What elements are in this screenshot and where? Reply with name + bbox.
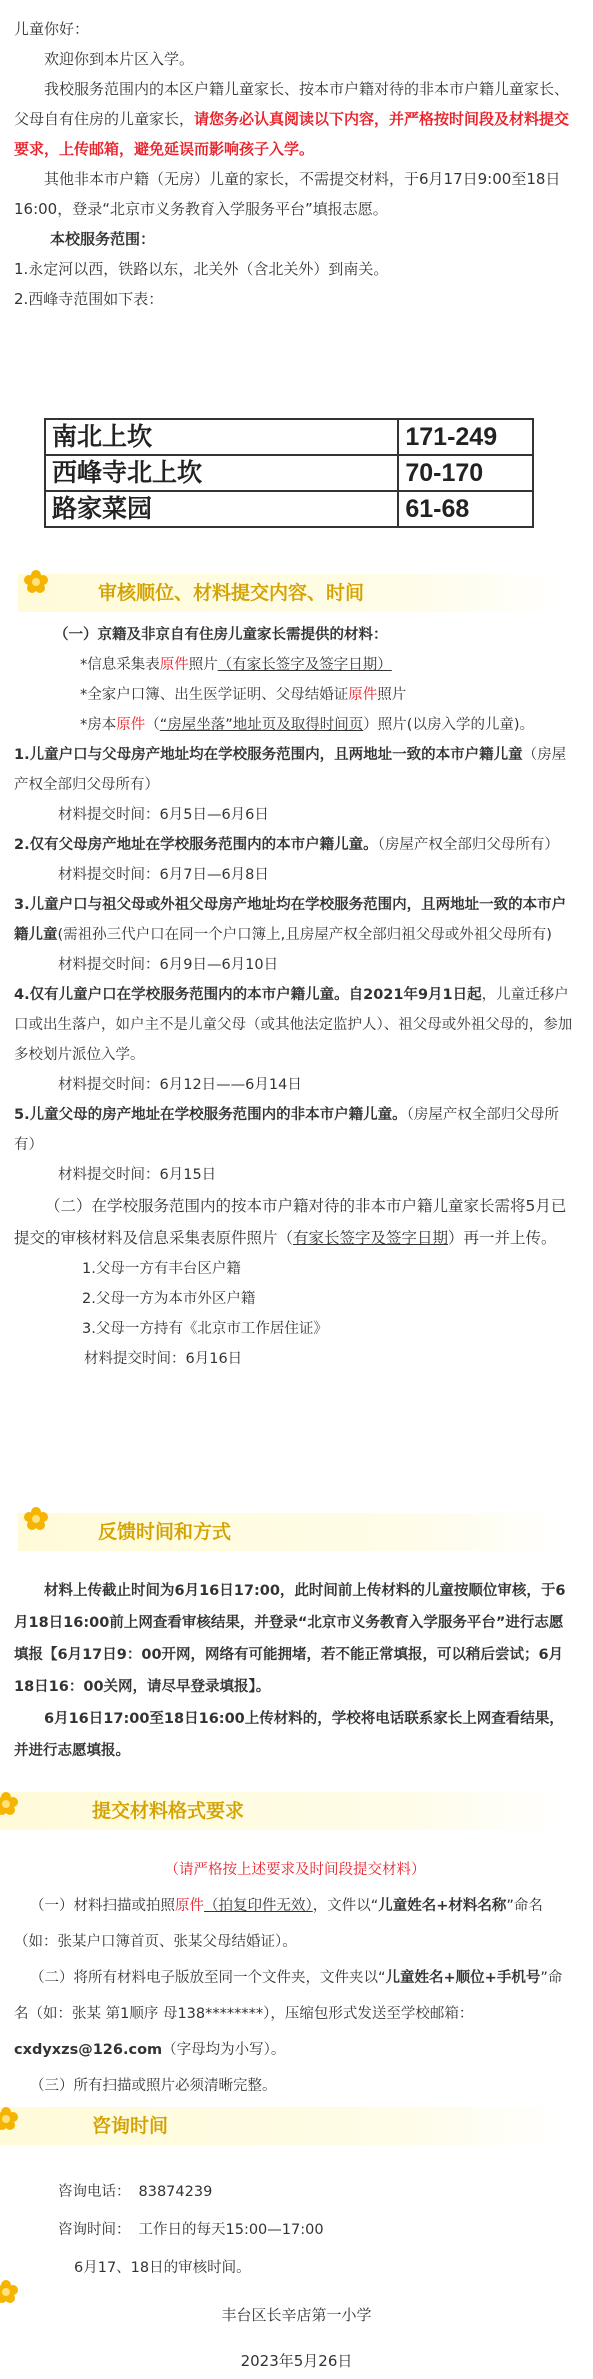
scope-title: 本校服务范围： — [50, 230, 156, 248]
submit-time: 材料提交时间：6月9日—6月10日 — [58, 957, 279, 973]
scope-item-2: 2.西峰寺范围如下表： — [14, 290, 164, 308]
table-row — [45, 419, 533, 455]
flower-icon — [22, 1505, 50, 1533]
order-item-1: 1.儿童户口与父母房产地址均在学校服务范围内，且两地址一致的本市户籍儿童（房屋产权全部归父母所有） — [14, 747, 567, 793]
order-item-3: 3.儿童户口与祖父母或外祖父母房产地址均在学校服务范围内，且两地址一致的本市户籍儿童(需祖孙三代户口在同一个户口簿上,且房屋产权全部归祖父母或外祖父母所有) — [14, 897, 567, 943]
order-item-4: 4.仅有儿童户口在学校服务范围内的本市户籍儿童。自2021年9月1日起，儿童迁移户口或出生落户，如户主不是儿童父母（或其他法定监护人）、祖父母或外祖父母的，参加多校划片派位入学。 — [14, 987, 573, 1063]
range-number-cell: 61-68 — [398, 491, 533, 527]
range-table — [44, 418, 534, 528]
school-email: cxdyxzs@126.com — [14, 2042, 163, 2058]
submit-time: 材料提交时间：6月16日 — [84, 1351, 243, 1367]
section-header-format — [0, 1792, 566, 1830]
range-number-cell: 70-170 — [398, 455, 533, 491]
range-name-cell: 南北上坎 — [45, 419, 398, 455]
material-item: *房本原件（“房屋坐落”地址页及取得时间页）照片(以房入学的儿童)。 — [80, 717, 535, 733]
review-heading-1: （一）京籍及非京自有住房儿童家长需提供的材料： — [54, 627, 388, 643]
scope-item-1: 1.永定河以西，铁路以东，北关外（含北关外）到南关。 — [14, 260, 389, 278]
submit-time: 材料提交时间：6月12日——6月14日 — [58, 1077, 302, 1093]
section-title-feedback: 反馈时间和方式 — [98, 1521, 232, 1543]
intro-paragraph-2: 其他非本市户籍（无房）儿童的家长，不需提交材料，于6月17日9:00至18日16:00，登录“北京市义务教育入学服务平台”填报志愿。 — [14, 170, 561, 218]
flower-icon — [0, 2105, 20, 2133]
section-title-consult: 咨询时间 — [92, 2115, 169, 2137]
consult-time: 咨询时间： 工作日的每天15:00—17:00 — [58, 2222, 324, 2238]
range-name-cell: 西峰寺北上坎 — [45, 455, 398, 491]
table-row — [45, 491, 533, 527]
material-item: *全家户口簿、出生医学证明、父母结婚证原件照片 — [80, 687, 407, 703]
consult-dates: 6月17、18日的审核时间。 — [74, 2260, 251, 2276]
flower-icon — [22, 568, 50, 596]
notice-date: 2023年5月26日 — [240, 2352, 353, 2370]
range-name-cell: 路家菜园 — [45, 491, 398, 527]
consult-section — [14, 2173, 576, 2287]
important-notice: 请您务必认真阅读以下内容，并严格按时间段及材料提交要求，上传邮箱，避免延误而影响孩子入学。 — [14, 110, 570, 158]
range-number-cell: 171-249 — [398, 419, 533, 455]
submit-time: 材料提交时间：6月7日—6月8日 — [58, 867, 269, 883]
household-item: 1.父母一方有丰台区户籍 — [82, 1261, 241, 1277]
school-name: 丰台区长辛店第一小学 — [221, 2306, 372, 2324]
intro-paragraph-1: 我校服务范围内的本区户籍儿童家长、按本市户籍对待的非本市户籍儿童家长、父母自有住房的儿童家长，请您务必认真阅读以下内容，并严格按时间段及材料提交要求，上传邮箱，避免延误而影响孩子入学。 — [14, 80, 570, 158]
submit-time: 材料提交时间：6月15日 — [58, 1167, 217, 1183]
section-title-format: 提交材料格式要求 — [92, 1800, 245, 1822]
format-section — [14, 1852, 576, 2104]
format-rule-3: （三）所有扫描或照片必须清晰完整。 — [30, 2078, 277, 2094]
feedback-paragraph-1: 材料上传截止时间为6月16日17:00，此时间前上传材料的儿童按顺位审核，于6月18日16:00前上网查看审核结果，并登录“北京市义务教育入学服务平台”进行志愿填报【6月17日9：00开网，网络有可能拥堵，若不能正常填报，可以稍后尝试；6月18日16：00关网，请尽早登录填报】。 — [14, 1583, 566, 1695]
format-note: （请严格按上述要求及时间段提交材料） — [164, 1862, 426, 1878]
format-rule-1: （一）材料扫描或拍照原件（拍复印件无效），文件以“儿童姓名+材料名称”命名（如：张某户口簿首页、张某父母结婚证）。 — [14, 1898, 543, 1950]
section-header-consult — [0, 2107, 566, 2145]
format-rule-2: （二）将所有材料电子版放至同一个文件夹，文件夹以“儿童姓名+顺位+手机号”命名（如：张某 第1顺序 母138********），压缩包形式发送至学校邮箱：cxdyxzs@126.com（字母均为小写）。 — [14, 1970, 563, 2058]
table-row — [45, 455, 533, 491]
intro-section — [14, 14, 576, 314]
feedback-section — [14, 1575, 576, 1767]
section-title-review: 审核顺位、材料提交内容、时间 — [98, 582, 365, 604]
household-item: 2.父母一方为本市外区户籍 — [82, 1291, 256, 1307]
order-item-5: 5.儿童父母的房产地址在学校服务范围内的非本市户籍儿童。（房屋产权全部归父母所有） — [14, 1107, 559, 1153]
flower-icon — [0, 1790, 20, 1818]
material-item: *信息采集表原件照片（有家长签字及签字日期） — [80, 657, 392, 673]
greeting: 儿童你好： — [14, 20, 90, 38]
household-item: 3.父母一方持有《北京市工作居住证》 — [82, 1321, 328, 1337]
consult-phone: 咨询电话： 83874239 — [58, 2184, 213, 2200]
submit-time: 材料提交时间：6月5日—6月6日 — [58, 807, 269, 823]
welcome-text: 欢迎你到本片区入学。 — [44, 50, 195, 68]
review-section — [14, 620, 576, 1374]
review-heading-2: （二）在学校服务范围内的按本市户籍对待的非本市户籍儿童家长需将5月已提交的审核材料及信息采集表原件照片（有家长签字及签字日期）再一并上传。 — [14, 1197, 567, 1247]
feedback-paragraph-2: 6月16日17:00至18日16:00上传材料的，学校将电话联系家长上网查看结果，并进行志愿填报。 — [14, 1711, 564, 1759]
order-item-2: 2.仅有父母房产地址在学校服务范围内的本市户籍儿童。（房屋产权全部归父母所有） — [14, 837, 559, 853]
